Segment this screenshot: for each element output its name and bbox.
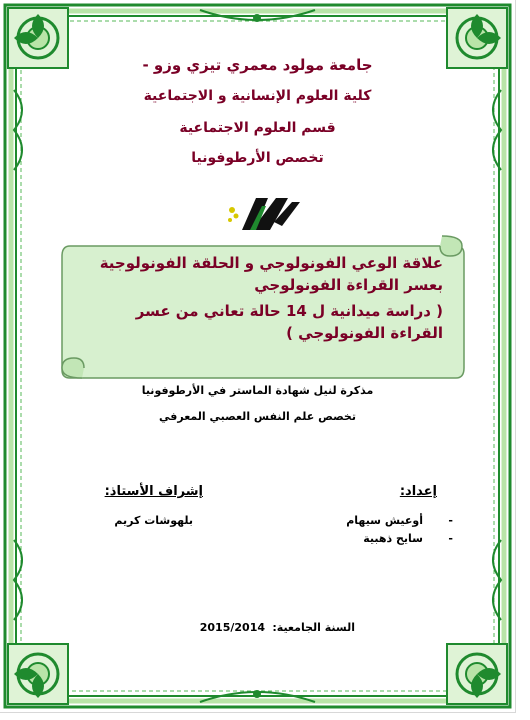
student-name-1: أوعيش سيهام	[346, 514, 423, 527]
department-name: قسم العلوم الاجتماعية	[179, 120, 336, 136]
professor-name: بلهوشات كريم	[114, 514, 193, 527]
supervision-label: إشراف الأستاذ:	[104, 484, 203, 499]
thesis-specialty-line: تخصص علم النفس العصبي المعرفي	[159, 410, 356, 423]
student-name-2: سايح ذهبية	[363, 532, 423, 545]
specialty-name: تخصص الأرطوفونيا	[191, 150, 324, 166]
student-bullet-1: -	[448, 514, 453, 527]
thesis-subtitle: ( دراسة ميدانية ل 14 حالة تعاني من عسر القراءة الفونولوجي )	[135, 302, 443, 342]
thesis-title: علاقة الوعي الفونولوجي و الحلقة الفونولوجية بعسر القراءة الفونولوجي	[99, 254, 443, 294]
academic-year-value: 2015/2014	[199, 621, 265, 634]
university-name: جامعة مولود معمري تيزي وزو -	[142, 56, 373, 74]
corner-ornament-top-right	[447, 8, 507, 68]
corner-ornament-bottom-right	[447, 644, 507, 704]
academic-year-label: السنة الجامعية:	[272, 621, 355, 634]
university-logo	[222, 192, 304, 234]
corner-ornament-bottom-left	[8, 644, 68, 704]
student-bullet-2: -	[448, 532, 453, 545]
thesis-degree-line: مذكرة لنيل شهادة الماستر في الأرطوفونيا	[141, 384, 374, 397]
corner-ornament-top-left	[8, 8, 68, 68]
prepared-by-label: إعداد:	[399, 484, 437, 499]
thesis-title-block	[95, 252, 443, 344]
faculty-name: كلية العلوم الإنسانية و الاجتماعية	[143, 88, 372, 104]
